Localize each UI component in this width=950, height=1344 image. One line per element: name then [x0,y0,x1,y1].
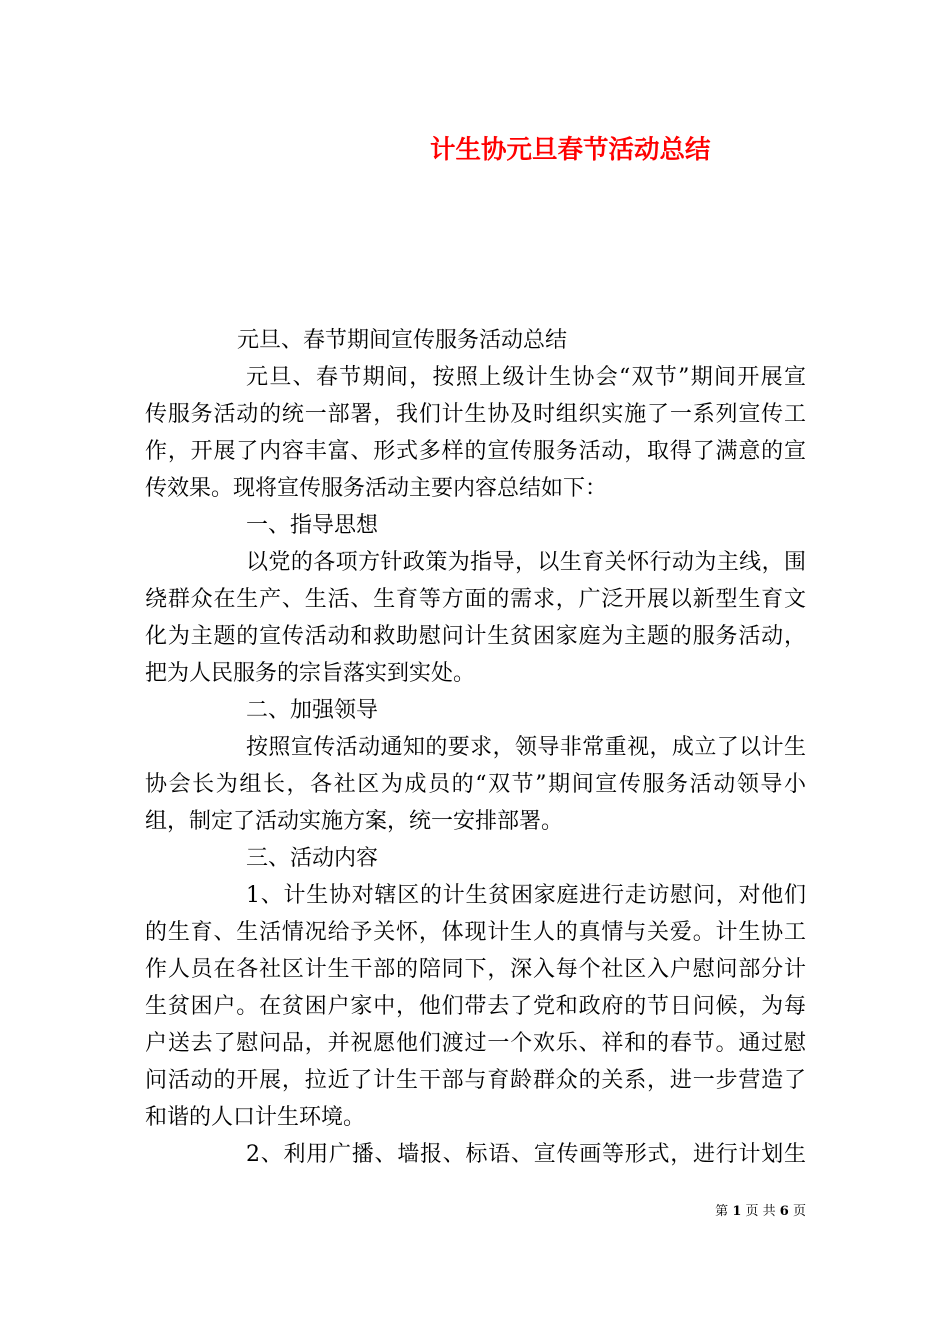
paragraph-line: 传服务活动的统一部署，我们计生协及时组织实施了一系列宣传工 [145,401,806,427]
page-footer [715,1202,806,1222]
paragraph-line: 按照宣传活动通知的要求，领导非常重视，成立了以计生 [246,734,806,760]
paragraph-line: 户送去了慰问品，并祝愿他们渡过一个欢乐、祥和的春节。通过慰 [145,1030,806,1056]
section-heading-leadership: 二、加强领导 [246,697,379,723]
section-paragraph [145,1136,806,1173]
paragraph-line: 组，制定了活动实施方案，统一安排部署。 [145,808,564,834]
section-paragraph [145,877,806,1136]
footer-prefix: 第 [715,1204,729,1219]
paragraph-line: 协会长为组长，各社区为成员的“双节”期间宣传服务活动领导小 [145,771,806,797]
paragraph-line: 把为人民服务的宗旨落实到实处。 [145,660,476,686]
footer-suffix: 页 [792,1204,806,1219]
section-paragraph [145,729,806,840]
intro-paragraph [145,359,806,507]
paragraph-line: 绕群众在生产、生活、生育等方面的需求，广泛开展以新型生育文 [145,586,806,612]
paragraph-line: 元旦、春节期间，按照上级计生协会“双节”期间开展宣 [246,364,806,390]
document-subtitle: 元旦、春节期间宣传服务活动总结 [237,327,568,353]
paragraph-line: 问活动的开展，拉近了计生干部与育龄群众的关系，进一步营造了 [145,1067,806,1093]
section-heading-activities: 三、活动内容 [246,845,379,871]
document-body [145,322,806,1173]
paragraph-line: 生贫困户。在贫困户家中，他们带去了党和政府的节日问候，为每 [145,993,806,1019]
paragraph-line: 作人员在各社区计生干部的陪同下，深入每个社区入户慰问部分计 [145,956,806,982]
current-page-number: 1 [732,1204,742,1219]
paragraph-line: 的生育、生活情况给予关怀，体现计生人的真情与关爱。计生协工 [145,919,806,945]
paragraph-line: 传效果。现将宣传服务活动主要内容总结如下： [145,475,608,501]
section-paragraph [145,544,806,692]
paragraph-line: 以党的各项方针政策为指导，以生育关怀行动为主线，围 [246,549,806,575]
total-pages-number: 6 [779,1204,789,1219]
paragraph-line: 化为主题的宣传活动和救助慰问计生贫困家庭为主题的服务活动， [145,623,806,649]
paragraph-line: 1、计生协对辖区的计生贫困家庭进行走访慰问，对他们 [246,882,806,908]
section-heading-guiding-ideology: 一、指导思想 [246,512,379,538]
document-title: 计生协元旦春节活动总结 [430,135,711,165]
paragraph-line: 作，开展了内容丰富、形式多样的宣传服务活动，取得了满意的宣 [145,438,806,464]
footer-middle: 页 共 [745,1204,776,1219]
paragraph-line: 和谐的人口计生环境。 [145,1104,366,1130]
paragraph-line: 2、利用广播、墙报、标语、宣传画等形式，进行计划生 [246,1141,806,1167]
